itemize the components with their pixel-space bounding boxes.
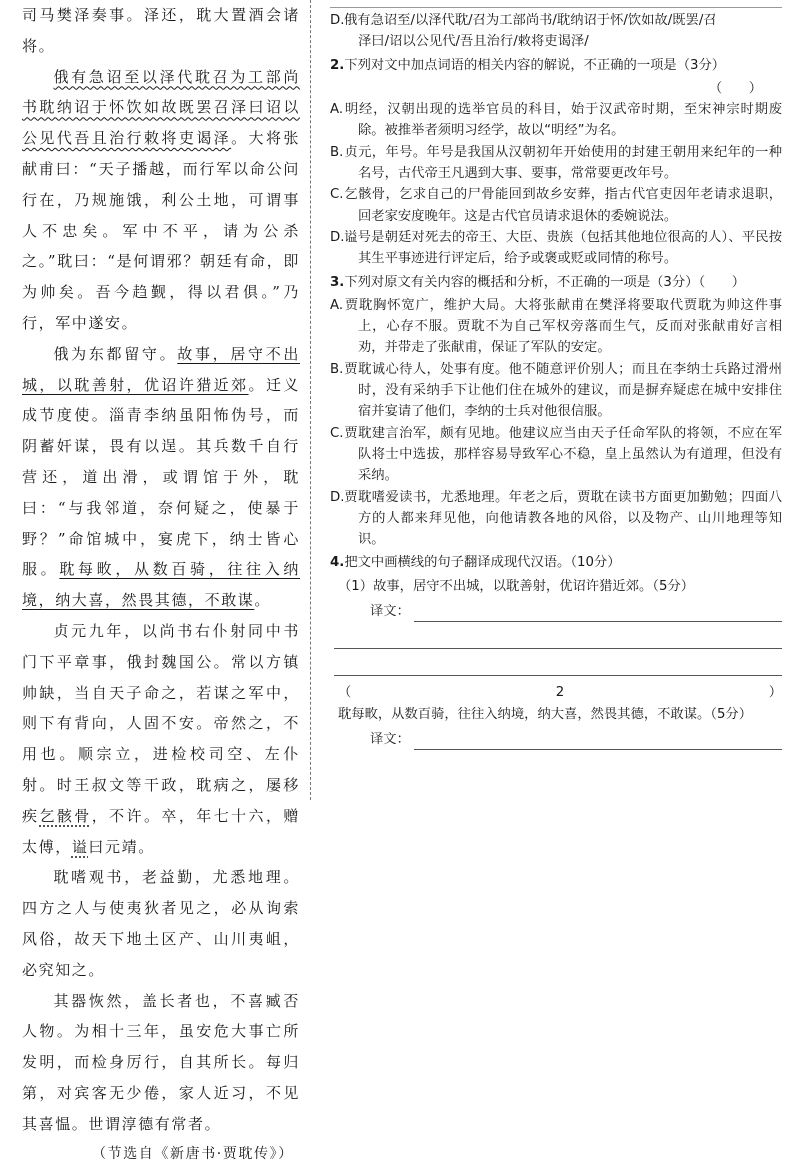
question-number: 2. <box>330 57 345 73</box>
option-text: 谥号是朝廷对死去的帝王、大臣、贵族（包括其他地位很高的人）、平民按其生平事迹进行评定后，给予或褒或贬或同情的称号。 <box>344 229 782 267</box>
answer-label: 译文： <box>370 604 410 620</box>
passage-paragraph <box>22 616 300 862</box>
q3-option-c[interactable] <box>330 423 782 487</box>
dotted-term: 谥 <box>71 837 89 856</box>
option-text: 明经，汉朝出现的选举官员的科目，始于汉武帝时期，至宋神宗时期废除。被推举者须明习经学，故以“明经”为名。 <box>344 102 782 139</box>
option-text: 泽曰/诏以公见代/吾且治行/敕将吏谒泽/ <box>358 34 589 50</box>
questions-column <box>330 0 782 800</box>
option-label: C. <box>330 425 344 441</box>
q1-option-d <box>330 10 782 53</box>
answer-line[interactable] <box>334 622 782 649</box>
underlined-sentence: 俄有急诏至以泽代耽召为工部尚书耽纳诏于怀饮如故既罢召泽曰诏以公见代吾且治行敕将吏谒泽 <box>22 67 300 148</box>
q2-option-d[interactable] <box>330 227 782 270</box>
passage-column <box>22 0 301 1163</box>
passage-text: 司马樊泽奏事。泽还，耽大置酒会诸将。 <box>22 6 300 55</box>
question-number: 4. <box>330 555 345 571</box>
passage-text: 俄为东都留守。 <box>53 344 178 363</box>
q3-stem <box>330 272 782 293</box>
passage-text: 其器恢然，盖长者也，不喜臧否人物。为相十三年，虽安危大事亡所发明，而检身厉行，自其所长。每归第，对宾客无少倦，家人近习，不见其喜愠。世谓淳德有常者。 <box>22 991 300 1133</box>
underlined-sentence-2: 耽每畋，从数百骑，往往入纳境，纳大喜，然畏其德，不敢谋 <box>22 560 300 610</box>
q2-option-c[interactable] <box>330 184 782 227</box>
passage-paragraph <box>22 339 300 616</box>
q2-option-b[interactable] <box>330 142 782 185</box>
option-text: 贞元，年号。年号是我国从汉朝初年开始使用的封建王朝用来纪年的一种名号，古代帝王凡遇到大事、要事，常常要更改年号。 <box>344 144 782 182</box>
answer-line[interactable] <box>414 603 782 622</box>
q2-answer-paren[interactable]: （ ） <box>708 80 762 96</box>
passage-text: 。迁义成节度使。淄青李纳虽阳怖伪号，而阴蓄奸谋，畏有以逞。其兵数千自行营还，道出滑，或谓馆于外，耽曰：“与我邻道，奈何疑之，使暴于野？”命馆城中，宴虎下，纳士皆心服。 <box>22 375 300 579</box>
question-score: （3分） <box>676 57 726 73</box>
option-label: D. <box>330 489 345 505</box>
sub-label: （2） <box>338 685 782 701</box>
option-label: D. <box>330 13 345 28</box>
q4-item-1 <box>330 576 782 597</box>
passage-text: 耽嗜观书，老益勤，尤悉地理。四方之人与使夷狄者见之，必从询索风俗，故天下地土区产、山川夷岨，必究知之。 <box>22 868 300 979</box>
option-label: B. <box>330 361 344 377</box>
q3-options <box>330 295 782 551</box>
question-score: （3分） <box>650 274 699 290</box>
option-label: A. <box>330 102 344 118</box>
passage-source: （节选自《新唐书·贾耽传》） <box>92 1146 294 1163</box>
passage-text: 曰元靖。 <box>88 837 155 856</box>
underlined-sentence-1: 故事，居守不出城，以耽善射，优诏许猎近郊 <box>22 344 301 394</box>
option-text: 贾耽嗜爱读书，尤悉地理。年老之后，贾耽在读书方面更加勤勉；四面八方的人都来拜见他，向他请教各地的风俗，以及物产、山川地理等知识。 <box>344 489 782 548</box>
passage-paragraph <box>22 862 300 985</box>
question-stem: 把文中画横线的句子翻译成现代汉语。（10分） <box>344 555 621 571</box>
option-text: 乞骸骨，乞求自己的尸骨能回到故乡安葬，指古代官吏因年老请求退职，回老家安度晚年。这是古代官员请求退休的委婉说法。 <box>344 187 782 224</box>
option-text: 贾耽建言治军，颇有见地。他建议应当由天子任命军队的将领，不应在军队将士中选拔，那样容易导致军心不稳，皇上虽然认为有道理，但没有采纳。 <box>344 425 782 484</box>
top-rule <box>330 0 782 8</box>
option-text: 贾耽胸怀宽广，维护大局。大将张献甫在樊泽将要取代贾耽为帅这件事上，心存不服。贾耽不为自己军权旁落而生气，反而对张献甫好言相劝，并带走了张献甫，保证了军队的安定。 <box>344 297 782 356</box>
option-text: 俄有急诏至/以泽代耽/召为工部尚书/耽纳诏于怀/饮如故/既罢/召 <box>344 13 717 28</box>
answer-line[interactable] <box>414 731 782 750</box>
question-stem: 下列对文中加点词语的相关内容的解说，不正确的一项是 <box>344 57 677 73</box>
q2-stem <box>330 55 782 76</box>
q4-answer-2[interactable] <box>330 729 782 750</box>
sub-label: （1） <box>338 578 374 594</box>
q4-stem <box>330 552 782 573</box>
column-divider <box>310 0 312 800</box>
passage-text: 贞元九年，以尚书右仆射同中书门下平章事，俄封魏国公。常以方镇帅缺，当自天子命之，若谋之军中，则下有背向，人固不安。帝然之，不用也。顺宗立，进检校司空、左仆射。时王叔文等干政，耽病之，屡移疾 <box>22 621 300 825</box>
passage-paragraph <box>22 0 300 62</box>
option-label: A. <box>330 297 344 313</box>
q4-answer-1[interactable] <box>330 601 782 622</box>
q3-option-b[interactable] <box>330 359 782 423</box>
q3-answer-paren[interactable]: （ ） <box>698 274 746 290</box>
passage-paragraph <box>22 62 300 339</box>
answer-line[interactable] <box>334 649 782 676</box>
option-label: C. <box>330 187 344 203</box>
sub-text: 故事，居守不出城，以耽善射，优诏许猎近郊。（5分） <box>373 578 694 594</box>
dotted-term: 乞骸骨 <box>39 806 92 825</box>
q3-option-d[interactable] <box>330 487 782 551</box>
q4-item-2 <box>330 682 782 725</box>
answer-label: 译文： <box>370 731 410 747</box>
passage-paragraph <box>22 986 300 1140</box>
option-label: B. <box>330 144 344 160</box>
option-text: 贾耽诚心待人，处事有度。他不随意评价别人；而且在李纳士兵路过滑州时，没有采纳手下让他们住在城外的建议，而是摒弃疑虑在城中安排住宿并宴请了他们，李纳的士兵对他很信服。 <box>344 361 782 420</box>
sub-text: 耽每畋，从数百骑，往往入纳境，纳大喜，然畏其德，不敢谋。（5分） <box>338 706 753 722</box>
q2-options <box>330 99 782 269</box>
q3-option-a[interactable] <box>330 295 782 359</box>
question-stem: 下列对原文有关内容的概括和分析，不正确的一项是 <box>344 274 651 290</box>
q2-option-a[interactable] <box>330 99 782 142</box>
passage-text: 。 <box>254 591 272 610</box>
question-number: 3. <box>330 274 345 290</box>
passage-text: ，不许。卒，年七十六，赠太傅， <box>22 806 300 856</box>
option-label: D. <box>330 229 345 245</box>
passage-text: 。大将张献甫曰：“天子播越，而行军以命公问行在，乃规施饿，利公土地，可谓事人不忠矣。军中不平，请为公杀之。”耽曰：“是何谓邪？朝廷有命，即为帅矣。吾今趋觐，得以君俱。”乃行，军中遂安。 <box>22 129 301 332</box>
